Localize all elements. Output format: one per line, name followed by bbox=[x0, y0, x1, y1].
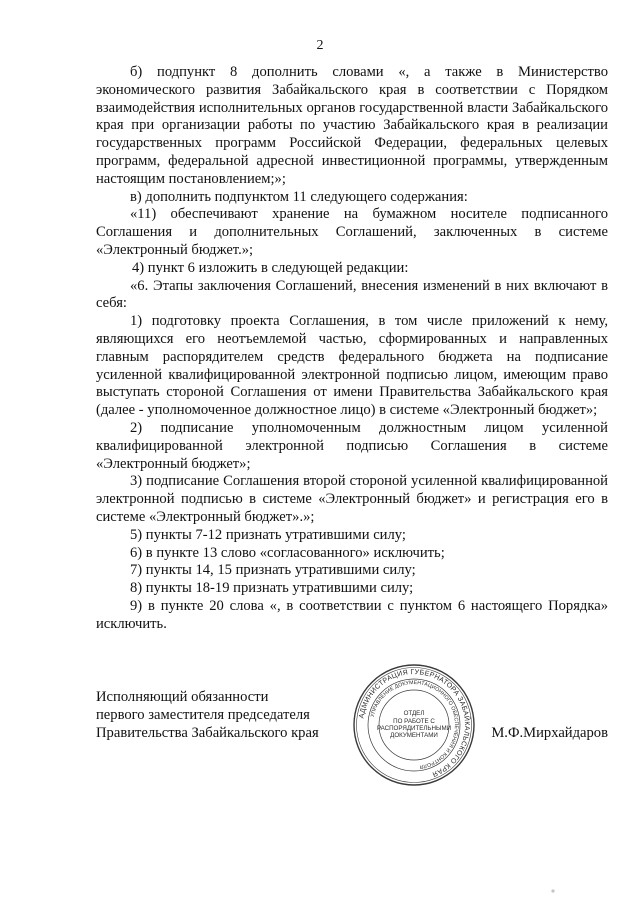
paragraph-point-4: 4) пункт 6 изложить в следующей редакции: bbox=[132, 259, 409, 276]
stamp-center-line: РАСПОРЯДИТЕЛЬНЫМИ bbox=[376, 725, 452, 732]
paragraph-point-8: 8) пункты 18-19 признать утратившими силу; bbox=[130, 580, 414, 597]
stamp-outer-text: АДМИНИСТРАЦИЯ ГУБЕРНАТОРА ЗАБАЙКАЛЬСКОГО КРАЯ bbox=[358, 668, 471, 778]
signatory-title-line: Исполняющий обязанности bbox=[96, 689, 269, 705]
stamp-center-line: ОТДЕЛ bbox=[403, 710, 425, 718]
paragraph-stage-3: 3) подписание Соглашения второй стороной усиленной квалифицированной электронной подписью в системе «Электронный бюджет» и регистрация его в системе «Электронный бюджет».»; bbox=[96, 473, 608, 525]
paragraph-v-subpoint-11: в) дополнить подпунктом 11 следующего содержания: bbox=[130, 188, 468, 205]
signatory-title-line: первого заместителя председателя bbox=[96, 706, 310, 723]
paragraph-point-9: 9) в пункте 20 слова «, в соответствии с пунктом 6 настоящего Порядка» исключить. bbox=[96, 597, 608, 632]
official-stamp bbox=[352, 663, 476, 787]
signatory-title-line: Правительства Забайкальского края bbox=[96, 724, 319, 741]
paragraph-point-6: 6) в пункте 13 слово «согласованного» исключить; bbox=[130, 544, 445, 561]
paragraph-point-7: 7) пункты 14, 15 признать утратившими силу; bbox=[130, 562, 416, 579]
paragraph-point-5: 5) пункты 7-12 признать утратившими силу; bbox=[130, 526, 406, 543]
signatory-title bbox=[96, 689, 319, 742]
paragraph-quote-11: «11) обеспечивают хранение на бумажном носителе подписанного Соглашения и дополнительных Соглашений, заключенных в системе «Электронный бюджет.»; bbox=[96, 206, 608, 258]
paragraph-b-subpoint-8: б) подпункт 8 дополнить словами «, а также в Министерство экономического развития Забайкальского края в соответствии с Порядком взаимодействия исполнительных органов государственной власти Забайкальского края при организации работы по участию Забайкальского края в реализации государственных программ Российской Федерации, федеральных целевых программ, федеральной адресной инвестиционной программы, утвержденным настоящим постановлением;»; bbox=[96, 64, 608, 187]
document-body bbox=[96, 64, 608, 634]
scan-artifact-mark bbox=[548, 886, 558, 898]
stamp-inner-text: УПРАВЛЕНИЕ ДОКУМЕНТАЦИОННОГО ОБЕСПЕЧЕНИЯ И КОНТРОЛЯ bbox=[369, 679, 460, 770]
stamp-center-line: ДОКУМЕНТАМИ bbox=[390, 732, 438, 740]
paragraph-point-6-heading: «6. Этапы заключения Соглашений, внесения изменений в них включают в себя: bbox=[96, 277, 608, 312]
stamp-center-text bbox=[352, 663, 476, 787]
signatory-name: М.Ф.Мирхайдаров bbox=[491, 724, 608, 741]
stamp-center-line: ПО РАБОТЕ С bbox=[393, 717, 435, 725]
paragraph-stage-1: 1) подготовку проекта Соглашения, в том числе приложений к нему, являющихся его неотъемлемой частью, сформированных и направленных главным распорядителем средств федерального бюджета на подписание усиленной квалифицированной электронной подписью лицом, имеющим право выступать стороной Соглашения от имени Правительства Забайкальского края (далее - уполномоченное должностное лицо) в системе «Электронный бюджет»; bbox=[96, 313, 608, 419]
scan-dot-icon bbox=[548, 886, 558, 896]
paragraph-stage-2: 2) подписание уполномоченным должностным лицом усиленной квалифицированной электронной подписью Соглашения в системе «Электронный бюджет»; bbox=[96, 419, 608, 472]
page-number: 2 bbox=[316, 38, 324, 53]
